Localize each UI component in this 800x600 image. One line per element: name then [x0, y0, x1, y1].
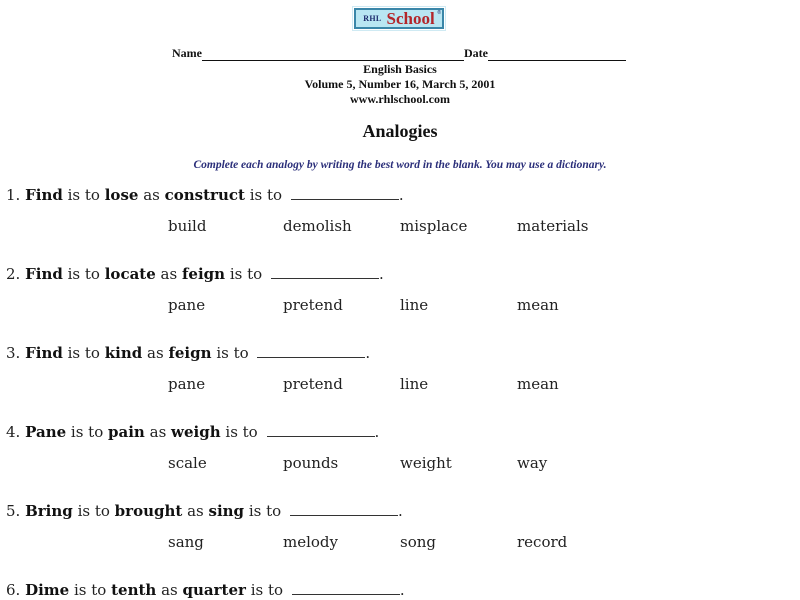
- answer-blank[interactable]: [271, 264, 379, 279]
- term-b: locate: [104, 265, 156, 283]
- choice: line: [400, 375, 429, 393]
- name-label: Name: [172, 46, 202, 60]
- relation-text: is to: [248, 502, 282, 520]
- as-text: as: [161, 581, 178, 599]
- choice: scale: [168, 454, 207, 472]
- choice: pane: [168, 296, 206, 314]
- choice: pane: [168, 375, 206, 393]
- relation-text: is to: [77, 502, 110, 520]
- choice: melody: [283, 533, 339, 551]
- choice: mean: [517, 296, 559, 314]
- period: .: [398, 186, 404, 204]
- period: .: [378, 265, 384, 283]
- term-a: Bring: [25, 502, 73, 520]
- choices-3: [0, 375, 800, 395]
- relation-text: is to: [67, 344, 100, 362]
- date-label: Date: [464, 46, 488, 60]
- term-c: feign: [168, 344, 212, 362]
- term-b: brought: [114, 502, 183, 520]
- question-3: [6, 343, 370, 362]
- period: .: [399, 581, 405, 599]
- term-a: Dime: [25, 581, 70, 599]
- relation-text: is to: [216, 344, 249, 362]
- as-text: as: [187, 502, 204, 520]
- rhl-school-logo: [354, 8, 444, 29]
- period: .: [365, 344, 371, 362]
- relation-text: is to: [70, 423, 104, 441]
- answer-blank[interactable]: [291, 185, 399, 200]
- period: .: [397, 502, 403, 520]
- relation-text: is to: [67, 265, 100, 283]
- question-6: [6, 580, 405, 599]
- choice: weight: [400, 454, 452, 472]
- choice: pretend: [283, 375, 343, 393]
- term-b: lose: [104, 186, 139, 204]
- term-c: weigh: [171, 423, 221, 441]
- term-c: feign: [181, 265, 226, 283]
- term-c: construct: [164, 186, 245, 204]
- question-number: 1.: [6, 186, 21, 204]
- term-c: quarter: [182, 581, 246, 599]
- question-1: [6, 185, 404, 204]
- answer-blank[interactable]: [292, 580, 400, 595]
- period: .: [374, 423, 380, 441]
- question-2: [6, 264, 384, 283]
- question-5: [6, 501, 403, 520]
- choices-5: [0, 533, 800, 553]
- answer-blank[interactable]: [290, 501, 398, 516]
- term-b: kind: [104, 344, 143, 362]
- relation-text: is to: [74, 581, 107, 599]
- relation-text: is to: [249, 186, 283, 204]
- choice: demolish: [283, 217, 352, 235]
- as-text: as: [143, 186, 160, 204]
- term-b: pain: [108, 423, 145, 441]
- relation-text: is to: [250, 581, 284, 599]
- question-number: 2.: [6, 265, 21, 283]
- term-a: Find: [25, 186, 63, 204]
- question-number: 5.: [6, 502, 21, 520]
- website-link[interactable]: www.rhlschool.com: [350, 92, 450, 106]
- term-b: tenth: [111, 581, 157, 599]
- term-a: Pane: [25, 423, 67, 441]
- choice: pretend: [283, 296, 343, 314]
- choice: misplace: [400, 217, 468, 235]
- choices-4: [0, 454, 800, 474]
- choice: mean: [517, 375, 559, 393]
- choices-1: [0, 217, 800, 237]
- name-blank[interactable]: [202, 48, 464, 61]
- choice: pounds: [283, 454, 339, 472]
- answer-blank[interactable]: [257, 343, 365, 358]
- logo-prefix: RHL: [363, 14, 382, 23]
- choice: record: [517, 533, 568, 551]
- choice: sang: [168, 533, 204, 551]
- page-title: Analogies: [362, 121, 438, 141]
- trademark-icon: ®: [437, 10, 441, 16]
- subject-heading: English Basics: [363, 62, 437, 76]
- choice: song: [400, 533, 436, 551]
- term-a: Find: [25, 344, 63, 362]
- relation-text: is to: [225, 423, 258, 441]
- as-text: as: [147, 344, 164, 362]
- relation-text: is to: [229, 265, 263, 283]
- answer-blank[interactable]: [267, 422, 375, 437]
- choices-2: [0, 296, 800, 316]
- question-number: 6.: [6, 581, 21, 599]
- instructions: Complete each analogy by writing the best word in the blank. You may use a dictionary.: [193, 159, 607, 171]
- question-number: 4.: [6, 423, 21, 441]
- term-c: sing: [208, 502, 245, 520]
- choice: way: [517, 454, 548, 472]
- issue-line: Volume 5, Number 16, March 5, 2001: [304, 77, 496, 91]
- term-a: Find: [25, 265, 63, 283]
- date-blank[interactable]: [488, 48, 626, 61]
- choice: build: [168, 217, 207, 235]
- question-4: [6, 422, 379, 441]
- question-number: 3.: [6, 344, 21, 362]
- choice: line: [400, 296, 429, 314]
- choice: materials: [517, 217, 589, 235]
- as-text: as: [149, 423, 167, 441]
- logo-name: School: [386, 9, 435, 28]
- relation-text: is to: [67, 186, 100, 204]
- as-text: as: [160, 265, 178, 283]
- name-date-row: [172, 46, 626, 61]
